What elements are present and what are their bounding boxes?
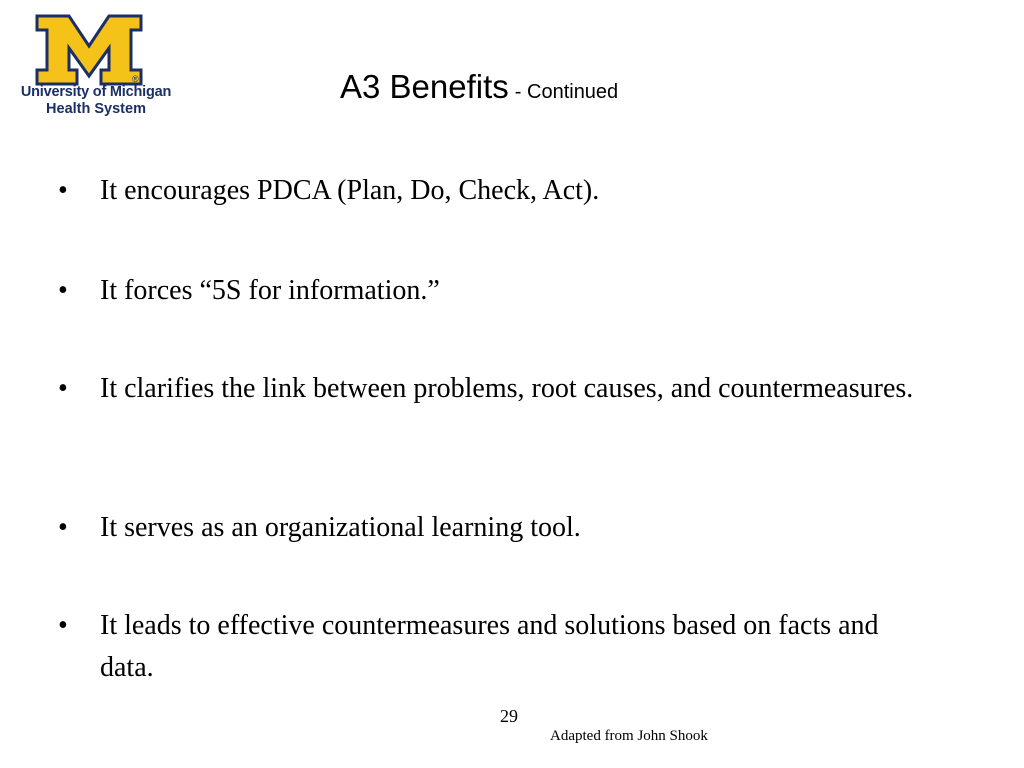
slide-title [340, 68, 618, 106]
bullet-marker: • [58, 275, 68, 306]
bullet-text: It clarifies the link between problems, root causes, and countermeasures. [100, 373, 914, 404]
bullet-item [58, 507, 938, 549]
bullet-text: It encourages PDCA (Plan, Do, Check, Act). [100, 175, 600, 206]
bullet-item [58, 605, 938, 689]
bullet-item [58, 368, 938, 410]
bullet-marker: • [58, 512, 68, 543]
bullet-marker: • [58, 610, 68, 641]
bullet-marker: • [58, 175, 68, 206]
bullet-text: It serves as an organizational learning tool. [100, 512, 581, 543]
slide-title-sub: - Continued [514, 81, 619, 103]
logo-text-university: University of Michigan [20, 84, 172, 100]
source-credit: Adapted from John Shook [550, 728, 708, 744]
bullet-item [58, 170, 938, 212]
logo-text-health-system: Health System [46, 101, 146, 117]
bullet-marker: • [58, 373, 68, 404]
slide-title-main: A3 Benefits [340, 68, 509, 105]
page-number: 29 [500, 706, 518, 726]
bullet-item [58, 270, 938, 312]
registered-mark: ® [132, 74, 139, 84]
block-m-logo-icon [35, 14, 143, 86]
bullet-text: It forces “5S for information.” [100, 275, 440, 306]
bullet-text: It leads to effective countermeasures and solutions based on facts and data. [100, 610, 879, 683]
university-logo [8, 14, 184, 122]
